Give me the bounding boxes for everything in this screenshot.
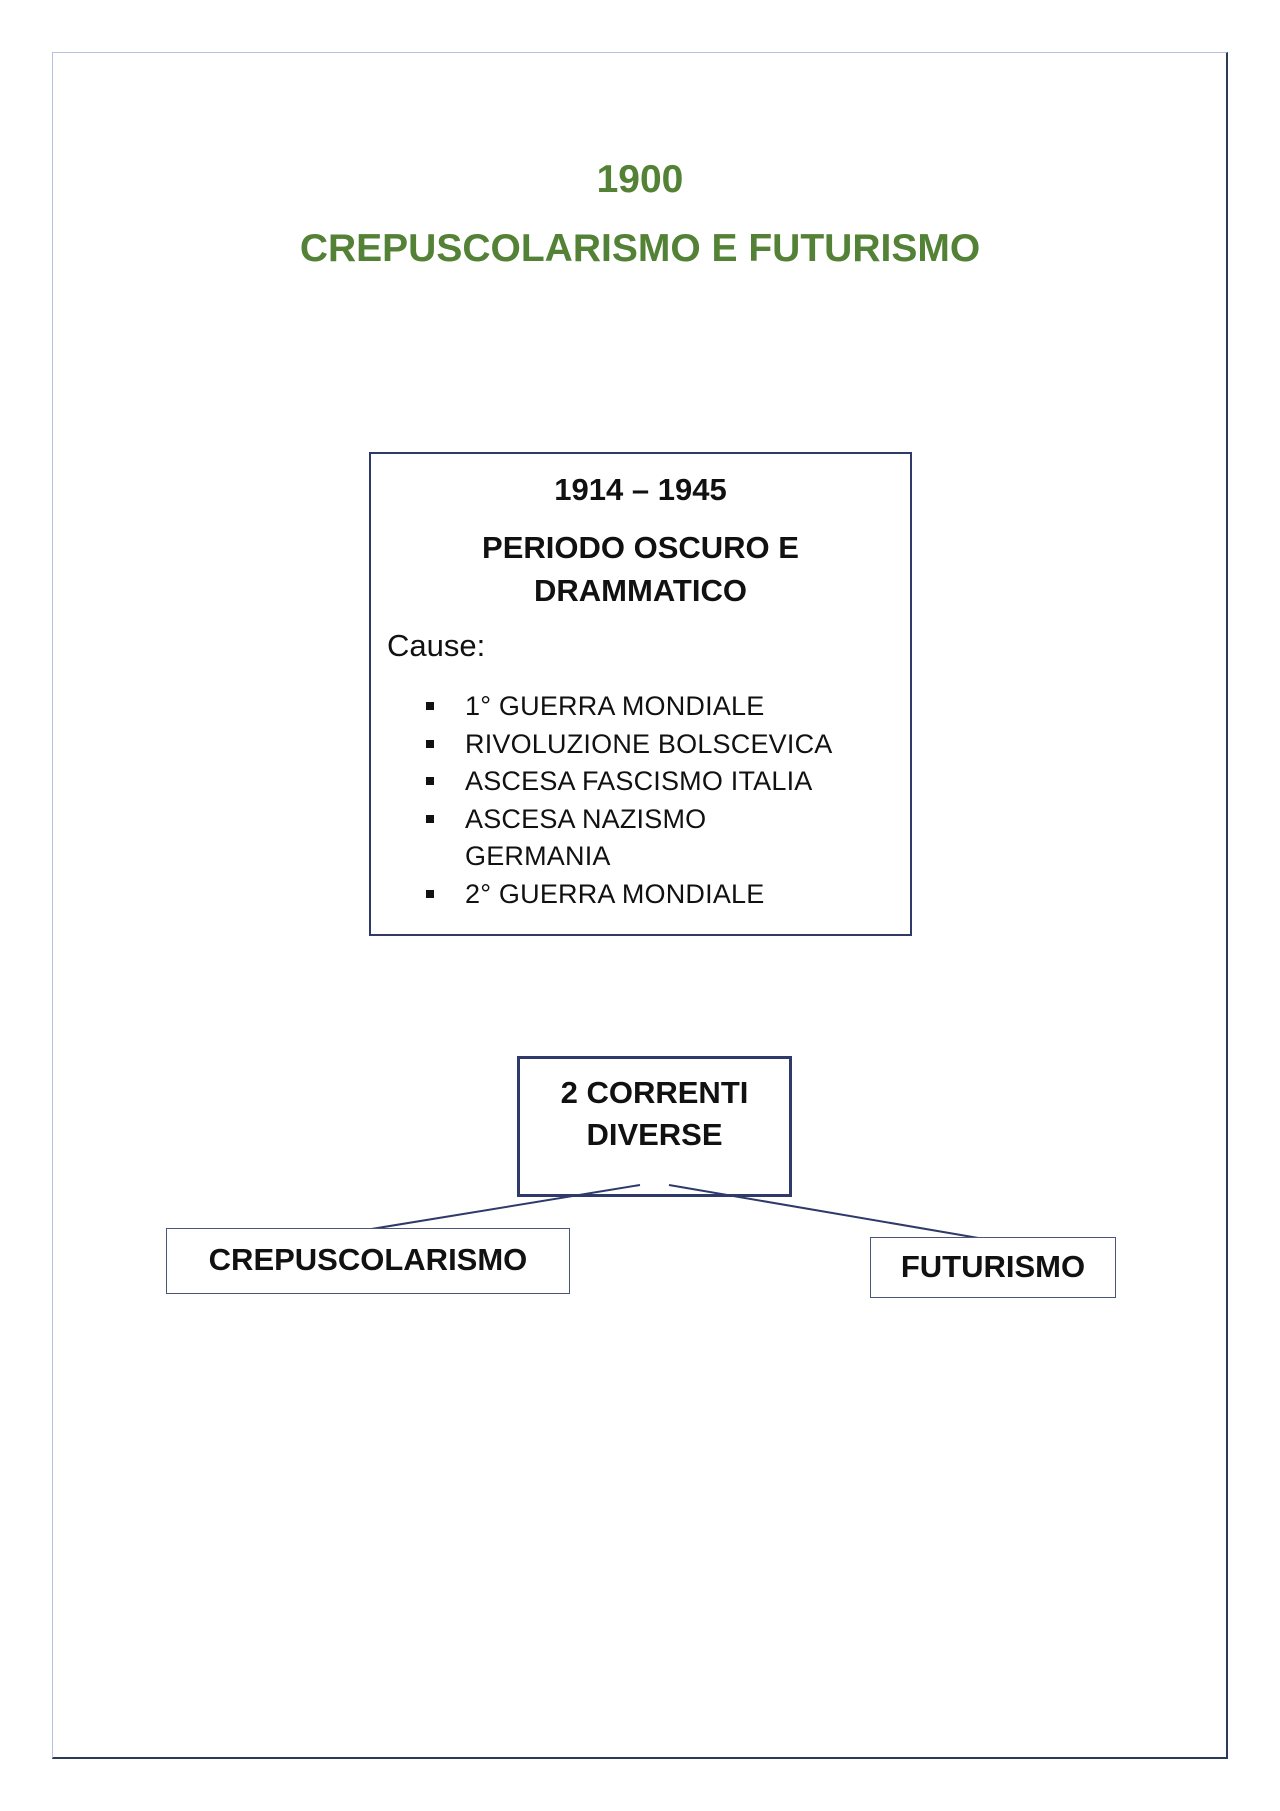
cause-item	[371, 688, 833, 726]
currents-box	[517, 1056, 792, 1197]
cause-item	[371, 763, 833, 801]
period-label-line: PERIODO OSCURO E	[482, 530, 799, 565]
year-heading: 1900	[596, 158, 684, 201]
period-label-line: DRAMMATICO	[534, 573, 747, 608]
square-bullet-icon	[426, 777, 434, 785]
cause-text: 2° GUERRA MONDIALE	[465, 878, 765, 909]
square-bullet-icon	[426, 740, 434, 748]
causes-list	[371, 688, 833, 913]
currents-label-line: 2 CORRENTI	[560, 1075, 749, 1110]
cause-text: GERMANIA	[465, 841, 611, 871]
period-label	[371, 526, 910, 612]
cause-text: 1° GUERRA MONDIALE	[465, 691, 765, 721]
period-box	[369, 452, 912, 936]
cause-item	[371, 726, 833, 764]
cause-text: ASCESA FASCISMO ITALIA	[465, 766, 813, 796]
square-bullet-icon	[426, 702, 434, 710]
currents-label-line: DIVERSE	[586, 1117, 723, 1152]
causes-label: Cause:	[387, 628, 486, 663]
square-bullet-icon	[426, 890, 434, 898]
cause-item	[371, 876, 833, 914]
square-bullet-icon	[426, 815, 434, 823]
cause-text: ASCESA NAZISMO	[465, 803, 707, 834]
document-title: CREPUSCOLARISMO E FUTURISMO	[299, 227, 981, 270]
cause-text: RIVOLUZIONE BOLSCEVICA	[465, 728, 833, 759]
period-range: 1914 – 1945	[554, 472, 727, 507]
cause-item	[371, 801, 833, 876]
crepuscolarismo-box: CREPUSCOLARISMO	[166, 1228, 570, 1294]
futurismo-box: FUTURISMO	[870, 1237, 1116, 1298]
